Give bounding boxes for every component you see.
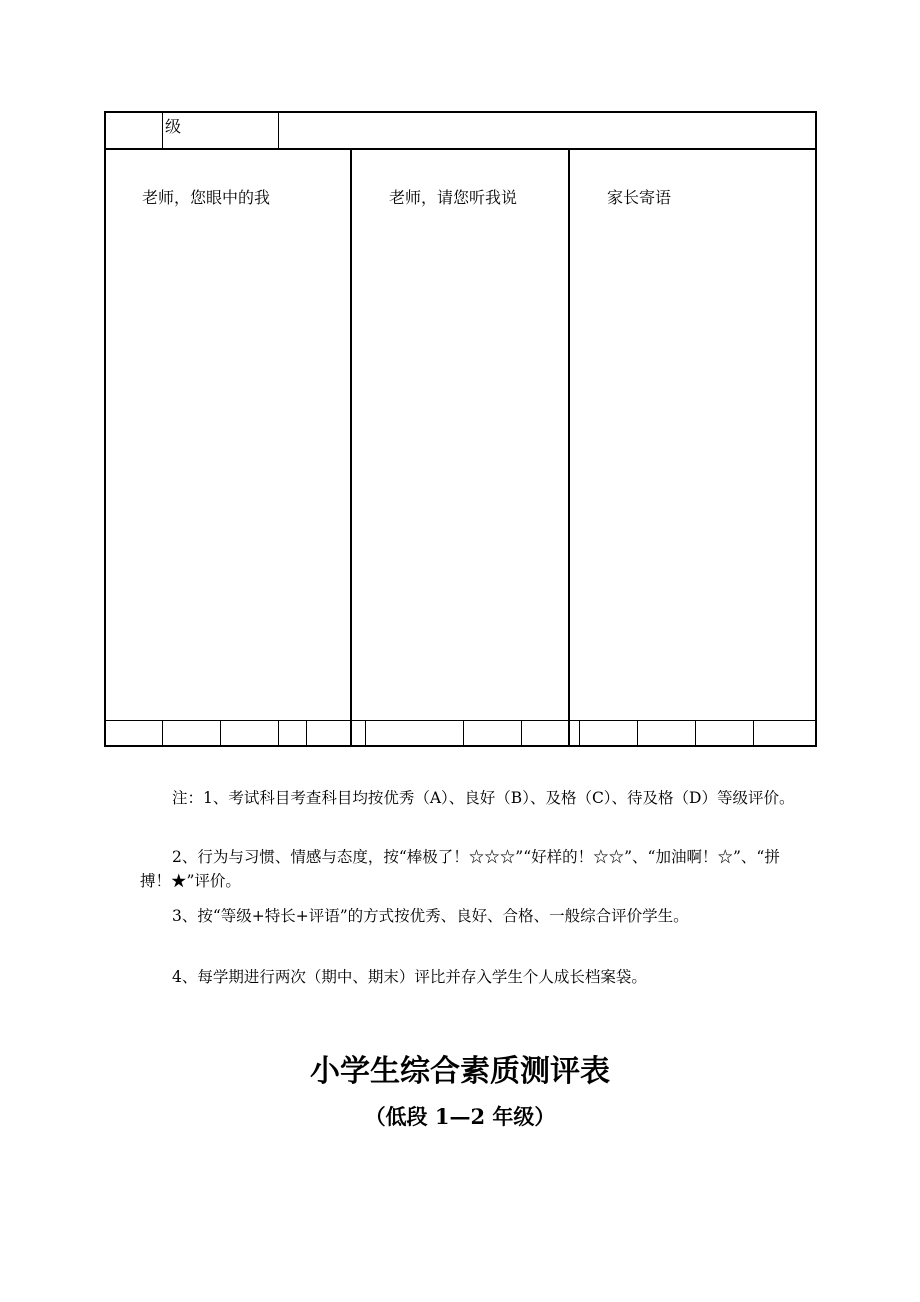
column-heading-student-voice: 老师，请您听我说 [389, 188, 518, 207]
note-1-text: 注：1、考试科目考查科目均按优秀（A）、良好（B）、及格（C）、待及格（D）等级评价。 [172, 789, 795, 807]
header-divider-1 [162, 111, 163, 149]
bottom-cell-divider [162, 720, 163, 746]
page-subtitle: （低段 1—2 年级） [364, 1104, 556, 1129]
column-divider-1 [350, 148, 352, 746]
bottom-cell-divider [753, 720, 754, 746]
note-4 [140, 965, 800, 989]
bottom-cell-divider [695, 720, 696, 746]
header-divider-2 [278, 111, 279, 149]
bottom-cell-divider [579, 720, 580, 746]
note-4-text: 4、每学期进行两次（期中、期末）评比并存入学生个人成长档案袋。 [172, 968, 647, 986]
bottom-row-divider [104, 720, 816, 721]
note-1 [140, 786, 800, 810]
note-2-text: 2、行为与习惯、情感与态度，按“棒极了！☆☆☆”“好样的！☆☆”、“加油啊！☆”、“拼搏！★”评价。 [140, 848, 780, 890]
bottom-cell-divider [365, 720, 366, 746]
table-border-right [815, 111, 817, 747]
header-row-divider [104, 148, 816, 150]
grade-label: 级 [165, 117, 182, 136]
note-3 [140, 904, 820, 928]
bottom-cell-divider [306, 720, 307, 746]
table-border-bottom [104, 745, 816, 747]
note-2 [140, 845, 800, 893]
bottom-cell-divider [220, 720, 221, 746]
bottom-cell-divider [521, 720, 522, 746]
column-heading-teacher-view: 老师，您眼中的我 [142, 188, 271, 207]
table-border-top [104, 111, 816, 113]
page-title: 小学生综合素质测评表 [310, 1054, 610, 1089]
note-3-text: 3、按“等级+特长+评语”的方式按优秀、良好、合格、一般综合评价学生。 [172, 907, 689, 925]
table-border-left [104, 111, 106, 747]
bottom-cell-divider [637, 720, 638, 746]
column-heading-parent-message: 家长寄语 [607, 188, 672, 207]
bottom-cell-divider [463, 720, 464, 746]
bottom-cell-divider [278, 720, 279, 746]
column-divider-2 [568, 148, 570, 746]
